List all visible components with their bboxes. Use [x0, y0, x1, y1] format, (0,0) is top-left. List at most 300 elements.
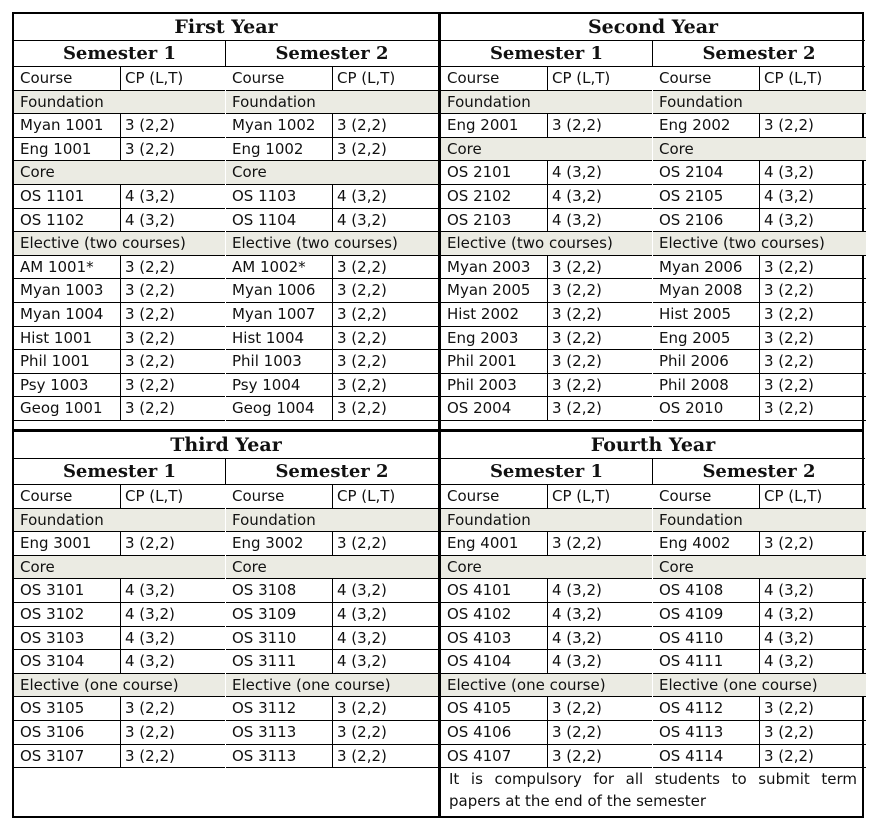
- course-code: OS 2101: [447, 163, 512, 182]
- credit-points: 3 (2,2): [120, 745, 225, 768]
- cp-column-header: CP (L,T): [759, 485, 866, 508]
- credit-points: 3 (2,2): [332, 697, 439, 720]
- course-row: [653, 532, 866, 556]
- course-code: OS 4107: [447, 746, 512, 765]
- course-row: [14, 327, 225, 351]
- course-code: Eng 2002: [659, 116, 731, 135]
- credit-points: 4 (3,2): [120, 650, 225, 673]
- category-band: [441, 138, 652, 162]
- category-label: Core: [447, 557, 482, 576]
- course-row: [14, 350, 225, 374]
- category-label: Elective (two courses): [20, 234, 186, 253]
- credit-points: 4 (3,2): [547, 185, 652, 208]
- credit-points: 3 (2,2): [120, 256, 225, 279]
- credit-points: 3 (2,2): [120, 374, 225, 397]
- course-row: [14, 397, 225, 421]
- course-row: [441, 532, 652, 556]
- category-band: [653, 509, 866, 533]
- course-row: [226, 350, 439, 374]
- credit-points: 3 (2,2): [547, 303, 652, 326]
- course-code: Eng 3001: [20, 534, 92, 553]
- credit-points: 4 (3,2): [759, 209, 866, 232]
- category-band: [441, 674, 652, 698]
- course-code: OS 3109: [232, 605, 297, 623]
- course-code: OS 3101: [20, 581, 85, 600]
- category-label: Elective (two courses): [447, 234, 613, 253]
- course-row: [653, 374, 866, 398]
- course-row: [441, 114, 652, 138]
- course-row: [653, 303, 866, 327]
- column-header-row: [14, 67, 225, 91]
- credit-points: 3 (2,2): [759, 532, 866, 555]
- course-row: [14, 303, 225, 327]
- course-row: [653, 161, 866, 185]
- course-code: OS 3103: [20, 628, 85, 647]
- course-code: Hist 1001: [20, 328, 93, 347]
- course-row: [226, 650, 439, 674]
- credit-points: 3 (2,2): [759, 745, 866, 768]
- category-band: [653, 232, 866, 256]
- category-band: [14, 91, 225, 115]
- course-code: Eng 1001: [20, 139, 92, 158]
- course-code: OS 3105: [20, 699, 85, 718]
- credit-points: 3 (2,2): [547, 256, 652, 279]
- category-band: [441, 509, 652, 533]
- credit-points: 4 (3,2): [120, 209, 225, 232]
- column-header-row: [226, 485, 439, 509]
- category-band: [14, 232, 225, 256]
- category-band: [226, 91, 439, 115]
- category-band: [441, 232, 652, 256]
- course-code: OS 1104: [232, 210, 297, 229]
- course-code: OS 3113: [232, 746, 297, 765]
- category-label: Elective (one course): [447, 675, 606, 694]
- course-code: OS 4101: [447, 581, 512, 600]
- course-column-header: Course: [447, 69, 500, 87]
- course-row: [653, 745, 866, 769]
- credit-points: 3 (2,2): [759, 303, 866, 326]
- year-panel: [14, 14, 438, 429]
- credit-points: 4 (3,2): [332, 650, 439, 673]
- course-row: [226, 579, 439, 603]
- course-row: [441, 697, 652, 721]
- course-code: Psy 1004: [232, 375, 301, 394]
- course-code: Myan 1004: [20, 305, 104, 323]
- credit-points: 3 (2,2): [332, 532, 439, 555]
- category-label: Core: [20, 557, 55, 576]
- category-band: [226, 556, 439, 580]
- category-label: Elective (one course): [20, 675, 179, 694]
- credit-points: 4 (3,2): [547, 650, 652, 673]
- credit-points: 3 (2,2): [120, 350, 225, 373]
- course-code: Myan 2006: [659, 257, 743, 276]
- course-row: [14, 650, 225, 674]
- course-code: Myan 1003: [20, 281, 104, 300]
- course-row: [14, 697, 225, 721]
- cp-column-header: CP (L,T): [120, 485, 225, 508]
- category-band: [14, 674, 225, 698]
- course-code: OS 2004: [447, 399, 512, 418]
- course-code: AM 1002*: [232, 257, 306, 276]
- category-band: [226, 232, 439, 256]
- course-row: [441, 256, 652, 280]
- course-code: Myan 1001: [20, 116, 104, 135]
- credit-points: 3 (2,2): [120, 303, 225, 326]
- credit-points: 3 (2,2): [759, 256, 866, 279]
- course-code: Phil 2008: [659, 375, 729, 394]
- course-row: [653, 650, 866, 674]
- course-code: OS 3102: [20, 605, 85, 623]
- course-code: Hist 1004: [232, 328, 305, 347]
- column-header-row: [653, 67, 866, 91]
- category-label: Core: [447, 139, 482, 158]
- course-code: OS 3106: [20, 723, 85, 741]
- course-row: [14, 138, 225, 162]
- credit-points: 4 (3,2): [332, 603, 439, 626]
- course-row: [653, 627, 866, 651]
- course-row: [14, 721, 225, 745]
- course-row: [441, 650, 652, 674]
- course-row: [226, 279, 439, 303]
- course-code: OS 4108: [659, 581, 724, 600]
- category-label: Foundation: [232, 510, 316, 529]
- course-code: OS 2103: [447, 210, 512, 229]
- category-label: Elective (one course): [659, 675, 818, 694]
- course-row: [14, 745, 225, 769]
- credit-points: 3 (2,2): [547, 397, 652, 420]
- course-code: Phil 2006: [659, 352, 729, 371]
- category-band: [653, 138, 866, 162]
- semester-header: Semester 1: [14, 40, 225, 67]
- course-code: Myan 1002: [232, 116, 316, 135]
- column-header-row: [653, 485, 866, 509]
- credit-points: 3 (2,2): [759, 721, 866, 744]
- course-row: [441, 603, 652, 627]
- course-row: [441, 303, 652, 327]
- credit-points: 4 (3,2): [759, 185, 866, 208]
- course-code: OS 4114: [659, 746, 724, 765]
- course-code: Psy 1003: [20, 375, 89, 394]
- credit-points: 4 (3,2): [759, 161, 866, 184]
- column-header-row: [441, 67, 652, 91]
- course-code: Myan 2003: [447, 257, 531, 276]
- course-code: OS 4106: [447, 723, 512, 741]
- year-title: Fourth Year: [441, 432, 865, 459]
- semester-header: Semester 2: [652, 40, 865, 67]
- course-row: [226, 627, 439, 651]
- course-row: [441, 397, 652, 421]
- course-code: Myan 2005: [447, 281, 531, 300]
- course-row: [441, 327, 652, 351]
- course-code: Eng 1002: [232, 139, 304, 158]
- category-band: [226, 161, 439, 185]
- course-row: [653, 279, 866, 303]
- course-row: [226, 532, 439, 556]
- credit-points: 3 (2,2): [332, 138, 439, 161]
- course-code: OS 3111: [232, 652, 297, 671]
- year-panel: [441, 432, 865, 816]
- category-label: Core: [232, 163, 267, 182]
- course-row: [441, 721, 652, 745]
- course-code: OS 3104: [20, 652, 85, 671]
- credit-points: 3 (2,2): [759, 374, 866, 397]
- category-label: Foundation: [659, 510, 743, 529]
- category-label: Foundation: [447, 92, 531, 111]
- semester-header: Semester 1: [441, 458, 652, 485]
- credit-points: 3 (2,2): [120, 721, 225, 744]
- category-label: Core: [659, 557, 694, 576]
- category-band: [14, 161, 225, 185]
- category-band: [14, 556, 225, 580]
- credit-points: 3 (2,2): [332, 350, 439, 373]
- cp-column-header: CP (L,T): [547, 67, 652, 90]
- course-row: [14, 603, 225, 627]
- course-row: [441, 209, 652, 233]
- course-code: OS 3110: [232, 628, 297, 647]
- course-code: OS 1102: [20, 210, 85, 229]
- semester-header: Semester 2: [225, 40, 438, 67]
- course-row: [226, 138, 439, 162]
- credit-points: 3 (2,2): [332, 397, 439, 420]
- credit-points: 3 (2,2): [547, 114, 652, 137]
- year-panel: [441, 14, 865, 429]
- credit-points: 3 (2,2): [332, 256, 439, 279]
- course-column-header: Course: [659, 487, 712, 505]
- course-row: [441, 279, 652, 303]
- credit-points: 3 (2,2): [332, 114, 439, 137]
- course-row: [14, 579, 225, 603]
- category-label: Elective (two courses): [659, 234, 825, 253]
- credit-points: 4 (3,2): [759, 579, 866, 602]
- credit-points: 3 (2,2): [332, 327, 439, 350]
- year-panel: [14, 432, 438, 816]
- course-code: Phil 2003: [447, 375, 517, 394]
- year-title: First Year: [14, 14, 438, 41]
- course-column-header: Course: [447, 487, 500, 505]
- credit-points: 3 (2,2): [547, 721, 652, 744]
- credit-points: 4 (3,2): [547, 603, 652, 626]
- course-code: Hist 2005: [659, 305, 732, 323]
- credit-points: 4 (3,2): [759, 650, 866, 673]
- credit-points: 4 (3,2): [332, 579, 439, 602]
- credit-points: 3 (2,2): [120, 138, 225, 161]
- credit-points: 4 (3,2): [547, 209, 652, 232]
- credit-points: 3 (2,2): [547, 697, 652, 720]
- course-row: [441, 161, 652, 185]
- course-row: [226, 697, 439, 721]
- course-code: Eng 2005: [659, 328, 731, 347]
- course-code: Geog 1004: [232, 399, 315, 418]
- semester-header: Semester 2: [652, 458, 865, 485]
- course-code: OS 3107: [20, 746, 85, 765]
- category-band: [226, 509, 439, 533]
- course-code: Myan 1006: [232, 281, 316, 300]
- course-row: [226, 209, 439, 233]
- course-structure-table: [12, 12, 864, 818]
- course-row: [653, 697, 866, 721]
- course-code: OS 4113: [659, 723, 724, 741]
- course-code: OS 4102: [447, 605, 512, 623]
- course-row: [14, 532, 225, 556]
- cp-column-header: CP (L,T): [332, 67, 439, 90]
- course-row: [226, 603, 439, 627]
- course-code: OS 4109: [659, 605, 724, 623]
- credit-points: 4 (3,2): [332, 627, 439, 650]
- credit-points: 3 (2,2): [759, 279, 866, 302]
- credit-points: 3 (2,2): [332, 721, 439, 744]
- course-code: OS 3113: [232, 723, 297, 741]
- course-code: Eng 2003: [447, 328, 519, 347]
- course-code: Phil 1001: [20, 352, 90, 371]
- course-row: [226, 374, 439, 398]
- course-row: [14, 279, 225, 303]
- category-band: [653, 556, 866, 580]
- course-row: [226, 721, 439, 745]
- course-row: [226, 327, 439, 351]
- course-row: [441, 745, 652, 769]
- credit-points: 3 (2,2): [120, 397, 225, 420]
- category-label: Core: [20, 163, 55, 182]
- course-row: [441, 579, 652, 603]
- course-code: OS 4111: [659, 652, 724, 671]
- course-row: [14, 185, 225, 209]
- category-band: [14, 509, 225, 533]
- course-column-header: Course: [232, 487, 285, 505]
- credit-points: 4 (3,2): [120, 579, 225, 602]
- credit-points: 3 (2,2): [120, 279, 225, 302]
- category-label: Foundation: [20, 92, 104, 111]
- credit-points: 3 (2,2): [547, 279, 652, 302]
- course-code: OS 4104: [447, 652, 512, 671]
- cp-column-header: CP (L,T): [332, 485, 439, 508]
- course-row: [653, 114, 866, 138]
- course-row: [226, 114, 439, 138]
- course-row: [653, 579, 866, 603]
- course-code: OS 3108: [232, 581, 297, 600]
- course-code: OS 2105: [659, 187, 724, 205]
- column-header-row: [226, 67, 439, 91]
- course-row: [14, 256, 225, 280]
- course-row: [226, 185, 439, 209]
- course-row: [441, 350, 652, 374]
- credit-points: 3 (2,2): [120, 532, 225, 555]
- course-code: Eng 4002: [659, 534, 731, 553]
- credit-points: 3 (2,2): [547, 374, 652, 397]
- category-label: Foundation: [20, 510, 104, 529]
- quadrant-divider-horizontal: [14, 429, 862, 432]
- course-row: [14, 374, 225, 398]
- category-band: [226, 674, 439, 698]
- course-code: Geog 1001: [20, 399, 103, 418]
- course-code: OS 2102: [447, 187, 512, 205]
- category-label: Elective (two courses): [232, 234, 398, 253]
- course-code: OS 4103: [447, 628, 512, 647]
- category-label: Elective (one course): [232, 675, 391, 694]
- course-code: OS 3112: [232, 699, 297, 718]
- category-label: Core: [232, 557, 267, 576]
- category-label: Foundation: [447, 510, 531, 529]
- credit-points: 3 (2,2): [759, 114, 866, 137]
- cp-column-header: CP (L,T): [120, 67, 225, 90]
- course-row: [226, 256, 439, 280]
- credit-points: 3 (2,2): [332, 745, 439, 768]
- cp-column-header: CP (L,T): [547, 485, 652, 508]
- credit-points: 3 (2,2): [547, 532, 652, 555]
- course-code: OS 4110: [659, 628, 724, 647]
- credit-points: 4 (3,2): [547, 579, 652, 602]
- course-code: Myan 2008: [659, 281, 743, 300]
- course-row: [226, 745, 439, 769]
- credit-points: 4 (3,2): [120, 627, 225, 650]
- column-header-row: [441, 485, 652, 509]
- course-row: [653, 256, 866, 280]
- category-band: [653, 91, 866, 115]
- course-code: OS 1103: [232, 187, 297, 205]
- column-header-row: [14, 485, 225, 509]
- course-row: [653, 350, 866, 374]
- course-code: Eng 2001: [447, 116, 519, 135]
- cp-column-header: CP (L,T): [759, 67, 866, 90]
- course-row: [441, 374, 652, 398]
- course-row: [441, 185, 652, 209]
- course-row: [441, 627, 652, 651]
- credit-points: 4 (3,2): [120, 185, 225, 208]
- credit-points: 4 (3,2): [547, 161, 652, 184]
- course-code: Phil 2001: [447, 352, 517, 371]
- credit-points: 3 (2,2): [332, 303, 439, 326]
- category-band: [441, 91, 652, 115]
- course-code: Eng 3002: [232, 534, 304, 553]
- credit-points: 3 (2,2): [120, 327, 225, 350]
- credit-points: 4 (3,2): [759, 627, 866, 650]
- semester-header: Semester 2: [225, 458, 438, 485]
- course-row: [14, 114, 225, 138]
- year-title: Third Year: [14, 432, 438, 459]
- course-code: OS 1101: [20, 187, 85, 205]
- credit-points: 3 (2,2): [332, 279, 439, 302]
- course-code: OS 2010: [659, 399, 724, 418]
- course-code: Phil 1003: [232, 352, 302, 371]
- course-row: [226, 303, 439, 327]
- credit-points: 3 (2,2): [759, 397, 866, 420]
- course-code: Hist 2002: [447, 305, 520, 323]
- course-row: [653, 327, 866, 351]
- course-row: [226, 397, 439, 421]
- credit-points: 3 (2,2): [547, 350, 652, 373]
- credit-points: 3 (2,2): [759, 697, 866, 720]
- course-code: OS 2106: [659, 210, 724, 229]
- course-code: Eng 4001: [447, 534, 519, 553]
- course-code: OS 4105: [447, 699, 512, 718]
- credit-points: 4 (3,2): [547, 627, 652, 650]
- quadrant-divider-vertical: [438, 14, 441, 816]
- category-band: [441, 556, 652, 580]
- course-row: [14, 209, 225, 233]
- course-row: [653, 721, 866, 745]
- credit-points: 4 (3,2): [332, 209, 439, 232]
- course-column-header: Course: [20, 487, 73, 505]
- course-column-header: Course: [232, 69, 285, 87]
- course-row: [653, 603, 866, 627]
- credit-points: 4 (3,2): [120, 603, 225, 626]
- category-label: Core: [659, 139, 694, 158]
- credit-points: 3 (2,2): [120, 114, 225, 137]
- credit-points: 3 (2,2): [759, 327, 866, 350]
- course-column-header: Course: [659, 69, 712, 87]
- course-row: [653, 185, 866, 209]
- semester-header: Semester 1: [441, 40, 652, 67]
- semester-header: Semester 1: [14, 458, 225, 485]
